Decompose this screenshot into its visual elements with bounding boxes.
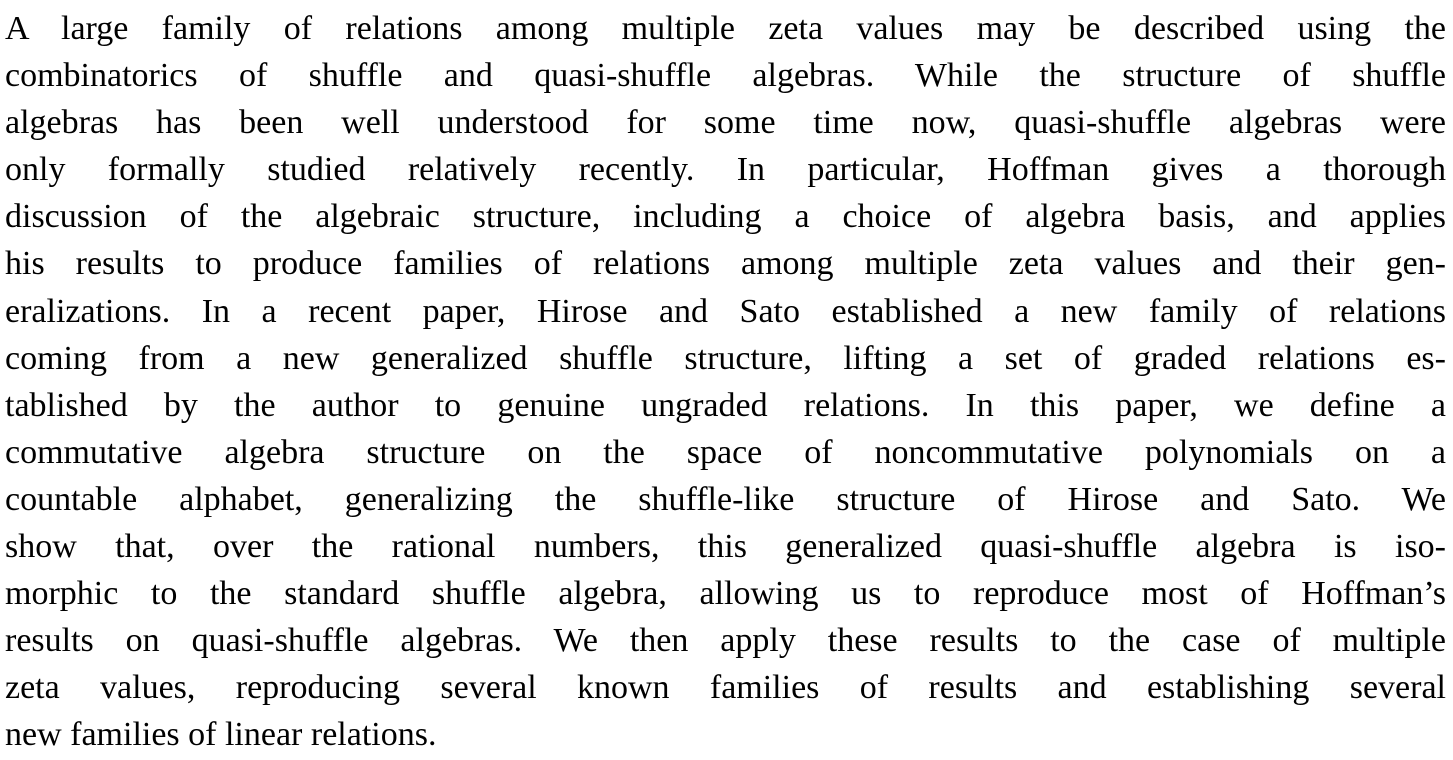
abstract-line: tablished by the author to genuine ungraded relations. In this paper, we define a [5,386,1446,424]
abstract-line: coming from a new generalized shuffle structure, lifting a set of graded relations es- [5,339,1446,377]
abstract-line: eralizations. In a recent paper, Hirose and Sato established a new family of relations [5,292,1446,330]
abstract-line: results on quasi-shuffle algebras. We then apply these results to the case of multiple [5,622,1446,660]
abstract-line: show that, over the rational numbers, this generalized quasi-shuffle algebra is iso- [5,528,1446,566]
abstract-line: only formally studied relatively recently. In particular, Hoffman gives a thorough [5,151,1446,189]
abstract-line-last: new families of linear relations. [5,716,437,754]
abstract-line: A large family of relations among multiple zeta values may be described using the [5,10,1446,47]
abstract-line: his results to produce families of relations among multiple zeta values and their gen- [5,245,1446,283]
abstract-line: discussion of the algebraic structure, including a choice of algebra basis, and applies [5,198,1446,236]
abstract-line: algebras has been well understood for some time now, quasi-shuffle algebras were [5,104,1446,142]
abstract-line: zeta values, reproducing several known families of results and establishing several [5,669,1446,707]
abstract-line: combinatorics of shuffle and quasi-shuffle algebras. While the structure of shuffle [5,57,1446,95]
abstract-line: commutative algebra structure on the space of noncommutative polynomials on a [5,433,1446,471]
abstract-line: morphic to the standard shuffle algebra, allowing us to reproduce most of Hoffman’s [5,575,1446,613]
abstract-line: countable alphabet, generalizing the shuffle-like structure of Hirose and Sato. We [5,480,1446,518]
